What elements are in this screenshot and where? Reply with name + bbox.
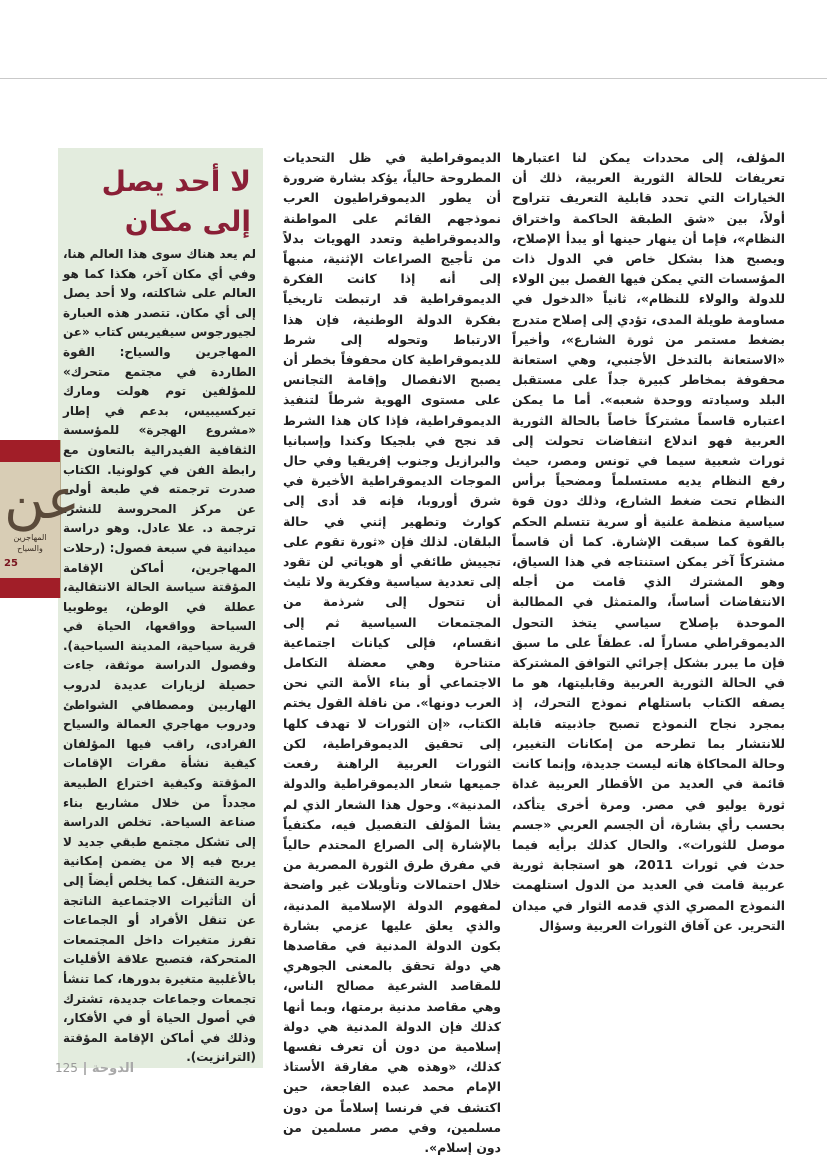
- book-cover-number: 25: [4, 558, 18, 569]
- header-divider: [0, 78, 827, 79]
- book-cover-image: [0, 440, 81, 598]
- book-cover-band-top: [0, 440, 60, 462]
- footer-separator: [84, 1062, 86, 1075]
- sidebar-title: لا أحد يصل إلى مكان: [101, 165, 251, 238]
- page-footer: [55, 1057, 134, 1079]
- book-cover-band-bottom: [0, 578, 60, 598]
- book-cover-subtitle: المهاجرين والسياح: [13, 533, 47, 553]
- article-column-middle: [283, 148, 501, 1155]
- article-text-right: المؤلف، إلى محددات يمكن لنا اعتبارها تعريفات للحالة الثورية العربية، ذلك أن الخيارات التي تحدد قابلية التعريف تتراوح أولاً، بين «شق الطبقة الحاكمة واختراق النظام»، فإما أن ينهار حينها أو يبدأ الإصلاح، ويصبح هذا بشكل خاص في الدول ذات المؤسسات التي يمكن فيها الفصل بين الولاء للدولة والولاء للنظام»، ثانياً «الدخول في مساومة طويلة المدى، تؤدي إلى إصلاح متدرج بضغط مستمر من ثورة الشارع»، وأخيراً «الاستعانة بالتدخل الأجنبي، وهي استعانة محفوفة بمخاطر كبيرة جداً على مستقبل البلد وسيادته ووحدة شعبه». أما ما يمكن اعتباره قاسماً مشتركاً خاصاً بالحالة الثورية العربية فهو اندلاع انتفاضات تحولت إلى ثورات شعبية سيما في تونس ومصر، حيث رفع النظام يديه مستسلماً ومضحياً برأس النظام تحت ضغط الشارع، وذلك دون قوة سياسية منظمة علنية أو سرية تتسلم الحكم بالقوة كما سبقت الإشارة. كما أن قاسماً مشتركاً آخر يمكن استنتاجه في هذا السياق، وهو المشترك الذي قامت من أجله الانتفاضات أساساً، والمتمثل في المطالبة الموحدة بإصلاح سياسي يتخذ التحول الديموقراطي مساراً له. عطفاً على ما سبق فإن ما يبرر بشكل إجرائي التوافق المشتركة في الحالة الثورية العربية وقابليتها، هو ما يصفه الكتاب باستلهام نموذج التحرك، إذ بمجرد نجاح النموذج تصبح جاذبيته قابلة للانتشار بما تطرحه من إمكانات التغيير، وحالة المحاكاة هاته ليست جديدة، وإنما كانت قائمة في العديد من الأقطار العربية غداة ثورة يوليو في مصر. ومرة أخرى يتأكد، بحسب رأي بشارة، أن الجسم العربي «جسم موصل للثورات». والحال كذلك برأيه فيما حدث في ثورات 2011، هو استجابة ثورية عربية قامت في العديد من الدول استلهمت النموذج المصري الذي قدمه الثوار في ميدان التحرير. عن آفاق الثورات العربية وسؤال: [512, 150, 785, 933]
- book-cover-glyph: عن: [4, 467, 81, 532]
- article-text-middle: الديموقراطية في ظل التحديات المطروحة حالياً، يؤكد بشارة ضرورة أن يطور الديموقراطيون العرب نموذجهم القائم على المواطنة والديموقراطية وتعدد الهويات بدلاً من تأجيج الصراعات الإثنية، منبهاً إلى أنه إذا كانت الفكرة الديموقراطية قد ارتبطت تاريخياً بفكرة الدولة الوطنية، فإن هذا الارتباط وتحوله إلى شرط للديموقراطية كان محفوفاً بخطر أن يصبح الانفصال وإقامة التجانس على مستوى الهوية شرطاً لتنفيذ الديموقراطية، فإذا كان هذا الشرط قد نجح في بلجيكا وكندا وإسبانيا والبرازيل وجنوب إفريقيا وفي حال الموجات الديموقراطية الأخيرة في شرق أوروبا، فإنه قد أدى إلى كوارث وتطهير إثني في حالة البلقان. لذلك فإن «ثورة تقوم على تجييش طائفي أو هوياتي لن تقود إلى تعددية سياسية وفكرية ولا تليث أن تتحول إلى شرذمة من المجتمعات السياسية ثم إلى انقسام، فإلى كيانات اجتماعية متناحرة وهي معضلة التكامل الاجتماعي أو بناء الأمة التي نحن العرب دونها». من نافلة القول يختم الكتاب، «إن الثورات لا تهدف كلها إلى تحقيق الديموقراطية، لكن الثورات العربية الراهنة رفعت جميعها شعار الديموقراطية والدولة المدنية». وحول هذا الشعار الذي لم يشأ المؤلف التفصيل فيه، مكتفياً بالإشارة إلى الصراع المحتدم حالياً في مفرق طرق الثورة المصرية من خلال احتمالات وتأويلات غير واضحة لمفهوم الدولة الإسلامية المدنية، والذي يعلق عليها عزمي بشارة بكون الدولة المدنية في مقاصدها هي دولة تحقق بالمعنى الجوهري للمقاصد الشرعية مصالح الناس، وهي مقاصد مدنية برمتها، وبما أنها كذلك فإن الدولة المدنية هي دولة إسلامية من دون أن تعرف نفسها كذلك، «وهذه هي مفارقة الأستاذ الإمام محمد عبده الفاجعة، حين اكتشف في فرنسا إسلاماً من دون مسلمين، وفي مصر مسلمين من دون إسلام».: [283, 150, 501, 1155]
- sidebar-text: لم يعد هناك سوى هذا العالم هنا، وفي أي مكان آخر، هكذا كما هو العالم على شاكلته، ولا أحد يصل إلى أي مكان. تتصدر هذه العبارة لجيورجوس سيفيريس كتاب «عن المهاجرين والسياح: القوة الطاردة في مجتمع متحرك» للمؤلفين توم هولت ومارك تيركسيبيس، بدعم في إطار «مشروع الهجرة» للمؤسسة الثقافية الفيدرالية بالتعاون مع رابطة الفن في كولونيا. الكتاب صدرت ترجمته في طبعة أولى عن مركز المحروسة للنشر، ترجمة د. علا عادل. وهو دراسة ميدانية في سبعة فصول: (رحلات المهاجرين، أماكن الإقامة المؤقتة سياسة الحالة الانتقالية، عطلة في الوطن، يوطوبيا السياحة وواقعها، الحياة في قرية سياحية، المدينة السياحية). وفصول الدراسة موثقة، جاءت حصيلة لزيارات عديدة لدروب الهاربين ومصطافي الشواطئ ودروب مهاجري العمالة والسياح الفرادى، راقب فيها المؤلفان كيفية نشأة مقرات الإقامات المؤقتة وكيفية اختراع الطبيعة مجدداً من خلال مشاريع بناء صناعة السياحة. تخلص الدراسة إلى تشكل مجتمع طبقي جديد لا يربح فيه إلا من يضمن إمكانية حرية التنقل. كما يخلص أيضاً إلى أن التأثيرات الاجتماعية الناتجة عن تنقل الأفراد أو الجماعات تفرز متغيرات داخل المجتمعات المتحركة، فتصبح علاقة الأقليات بالأغلبية متغيرة بدورها، كما تنشأ تجمعات وجماعات جديدة، تشترك في أصول الحياة أو في الأفكار، وذلك في أماكن الإقامة المؤقتة (الترانزيت).: [63, 247, 256, 1065]
- magazine-name: الدوحة: [91, 1060, 135, 1076]
- sidebar-body: [63, 245, 256, 1065]
- article-column-right: [512, 148, 785, 1028]
- page-number: 125: [55, 1061, 78, 1075]
- sidebar-box: [58, 148, 263, 1068]
